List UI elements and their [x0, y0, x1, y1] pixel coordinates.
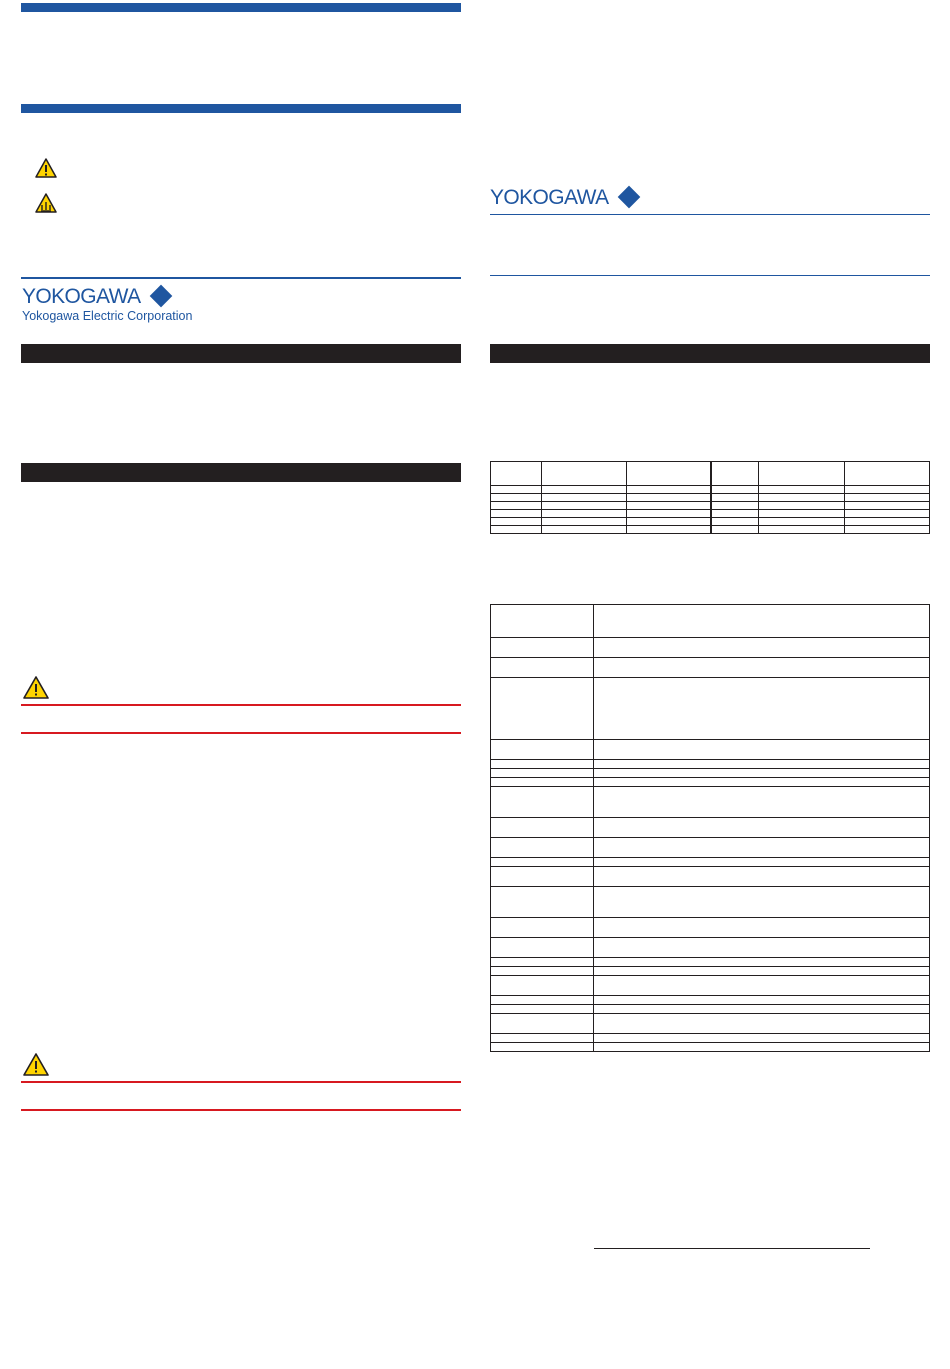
warning-triangle-icon	[23, 1053, 49, 1076]
logo-wordmark: YOKOGAWA	[22, 284, 141, 308]
warning-bottom-rule	[21, 1109, 461, 1111]
spec-detail-table	[490, 604, 930, 1052]
warning-top-rule	[21, 1081, 461, 1083]
underline-rule	[594, 1248, 870, 1249]
warning-triangle-icon	[35, 158, 57, 178]
logo-right	[490, 186, 637, 208]
diamond-icon	[149, 285, 172, 308]
section-heading-bar	[21, 344, 461, 363]
warning-top-rule	[21, 704, 461, 706]
warning-triangle-icon	[23, 676, 49, 699]
divider-rule-right	[490, 275, 930, 276]
hot-surface-triangle-icon	[35, 193, 57, 213]
logo-rule-left	[21, 277, 461, 279]
warning-bottom-rule	[21, 732, 461, 734]
diamond-icon	[617, 186, 640, 209]
corporation-name: Yokogawa Electric Corporation	[22, 309, 193, 323]
logo-rule-right	[490, 214, 930, 215]
section-heading-bar	[21, 463, 461, 482]
second-blue-band	[21, 104, 461, 113]
logo-wordmark: YOKOGAWA	[490, 185, 609, 209]
logo-left	[22, 285, 169, 307]
spec-grid-table	[490, 461, 930, 534]
top-blue-band	[21, 3, 461, 12]
section-heading-bar	[490, 344, 930, 363]
